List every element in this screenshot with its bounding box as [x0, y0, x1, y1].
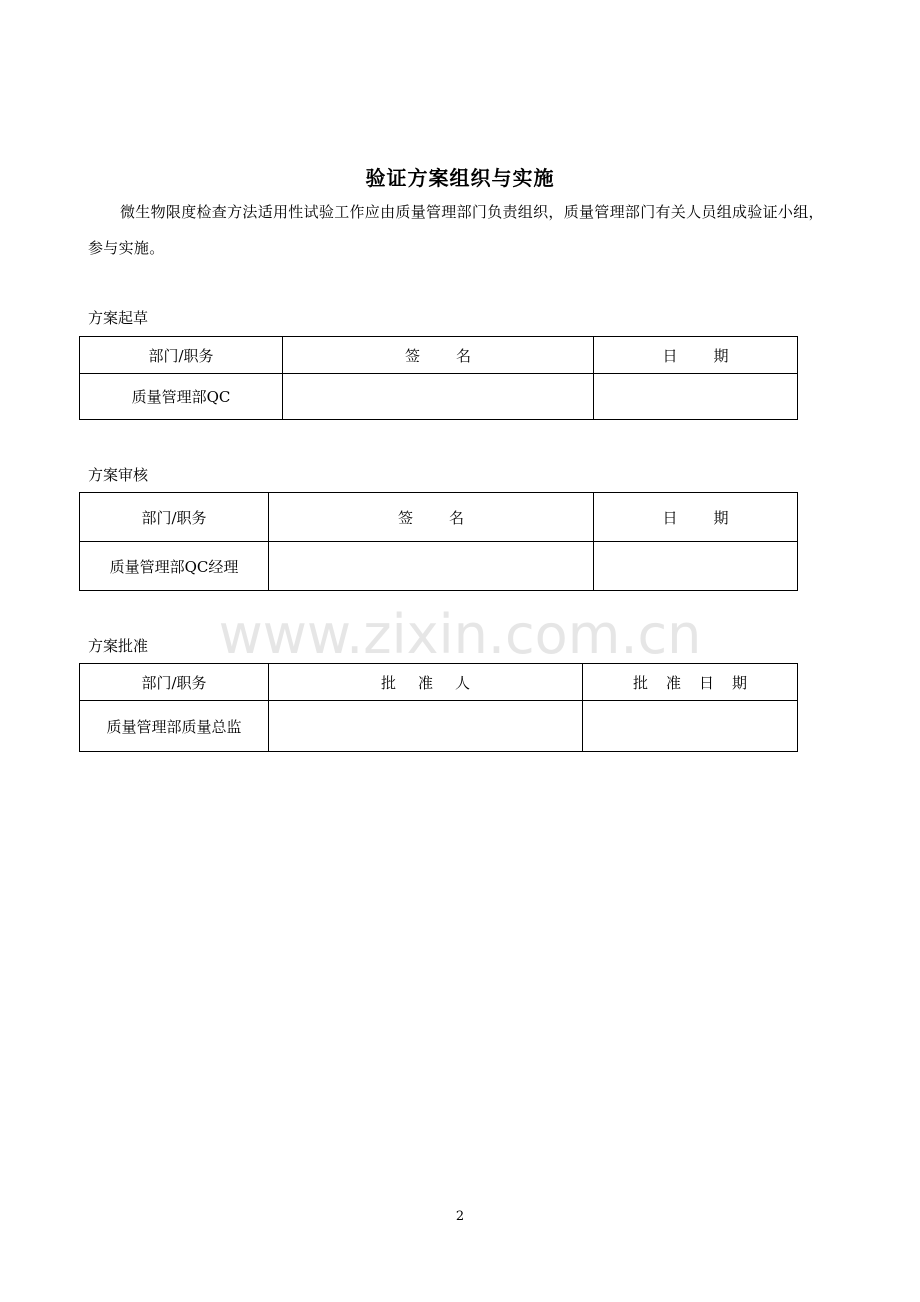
draft-signature-table — [79, 336, 798, 420]
header-signature: 签名 — [269, 493, 594, 542]
table-header-row — [80, 337, 798, 374]
header-approval-date: 批准日期 — [583, 664, 798, 701]
cell-department: 质量管理部QC — [80, 374, 283, 420]
cell-date[interactable] — [594, 374, 798, 420]
cell-signature[interactable] — [283, 374, 594, 420]
cell-department: 质量管理部QC经理 — [80, 542, 269, 591]
table-header-row — [80, 664, 798, 701]
header-date: 日期 — [594, 337, 798, 374]
section-label-approval: 方案批准 — [88, 637, 149, 655]
intro-paragraph: 微生物限度检查方法适用性试验工作应由质量管理部门负责组织，质量管理部门有关人员组成验证小组，参与实施。 — [88, 203, 824, 257]
table-row — [80, 542, 798, 591]
table-row — [80, 374, 798, 420]
cell-approval-date[interactable] — [583, 701, 798, 752]
table-row — [80, 701, 798, 752]
cell-date[interactable] — [594, 542, 798, 591]
cell-signature[interactable] — [269, 542, 594, 591]
review-signature-table — [79, 492, 798, 591]
header-department: 部门/职务 — [80, 664, 269, 701]
table-header-row — [80, 493, 798, 542]
cell-department: 质量管理部质量总监 — [80, 701, 269, 752]
header-department: 部门/职务 — [80, 493, 269, 542]
approval-signature-table — [79, 663, 798, 752]
section-label-draft: 方案起草 — [88, 309, 149, 327]
watermark: www.zixin.com.cn — [218, 603, 702, 666]
header-approver: 批准人 — [269, 664, 583, 701]
section-label-review: 方案审核 — [88, 466, 149, 484]
header-signature: 签名 — [283, 337, 594, 374]
page-title: 验证方案组织与实施 — [365, 166, 555, 190]
header-department: 部门/职务 — [80, 337, 283, 374]
header-date: 日期 — [594, 493, 798, 542]
cell-approver[interactable] — [269, 701, 583, 752]
page-number: 2 — [455, 1209, 465, 1224]
